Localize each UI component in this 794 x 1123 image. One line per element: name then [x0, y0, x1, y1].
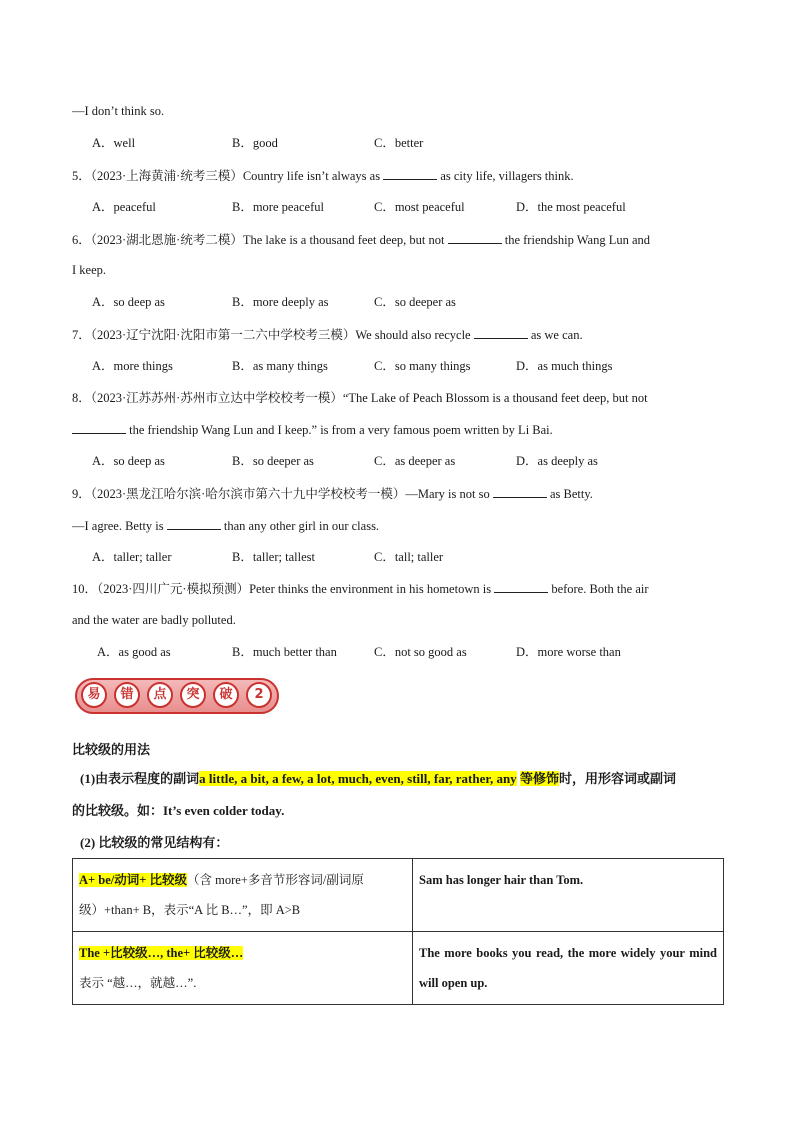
q7-option-a: A．more things	[92, 359, 173, 373]
q7-option-b: B．as many things	[232, 359, 328, 373]
q8-stem: 8．（2023·江苏苏州·苏州市立达中学校校考一模）“The Lake of Peach Blossom is a thousand feet deep, but not	[72, 391, 648, 405]
table-cell-example-2: The more books you read, the more widely your mind will open up.	[413, 932, 724, 1005]
q7-text-start: 7．（2023·辽宁沈阳·沈阳市第一二六中学校考三模）We should also recycle	[72, 328, 471, 342]
badge-char-1: 易	[81, 682, 107, 708]
badge-char-4: 突	[180, 682, 206, 708]
comparison-table	[72, 858, 724, 1005]
q6-blank	[448, 231, 502, 244]
q8-option-a: A．so deep as	[92, 454, 165, 468]
q6-text-end: the friendship Wang Lun and	[504, 233, 651, 247]
rule-1-modify: 等修饰	[519, 771, 559, 786]
badge-char-6: 2	[246, 682, 272, 708]
q10-blank	[494, 580, 548, 593]
q9-option-a: A．taller; taller	[92, 550, 172, 564]
q9-text-start: 9．（2023·黑龙江哈尔滨·哈尔滨市第六十九中学校校考一模）—Mary is not so	[72, 487, 490, 501]
q8-option-b: B．so deeper as	[232, 454, 314, 468]
q6-stem	[72, 231, 650, 248]
rule-1	[80, 771, 676, 787]
table-row	[73, 932, 724, 1005]
cell-line	[79, 938, 406, 968]
badge-char-5: 破	[213, 682, 239, 708]
q8-option-c: C．as deeper as	[374, 454, 456, 468]
q6-option-a: A．so deep as	[92, 295, 165, 309]
section-badge	[75, 676, 281, 716]
structure-2-meaning: 表示 “越…，就越…”.	[79, 976, 197, 990]
q8-blank	[72, 421, 126, 434]
q4-dialogue: —I don’t think so.	[72, 104, 165, 118]
q9-stem	[72, 485, 593, 502]
q5-blank	[383, 167, 437, 180]
q9-blank-2	[167, 517, 221, 530]
q4-option-b: B．good	[232, 136, 278, 150]
q8-text-end: the friendship Wang Lun and I keep.” is from a very famous poem written by Li Bai.	[129, 423, 553, 437]
q5-option-b: B．more peaceful	[232, 200, 324, 214]
q7-text-end: as we can.	[530, 328, 583, 342]
rule-2: (2) 比较级的常见结构有：	[80, 835, 229, 850]
table-row	[73, 859, 724, 932]
q10-stem	[72, 580, 649, 597]
structure-1-pattern: A+ be/动词+ 比较级	[79, 873, 187, 887]
section-title: 比较级的用法	[72, 742, 151, 757]
cell-line	[79, 865, 406, 895]
structure-1-note: （含 more+多音节形容词/副词原	[187, 873, 364, 887]
q9-line2-end: than any other girl in our class.	[223, 519, 380, 533]
q5-text-start: 5．（2023·上海黄浦·统考三模）Country life isn’t always as	[72, 169, 381, 183]
q9-option-c: C．tall; taller	[374, 550, 444, 564]
q6-option-c: C．so deeper as	[374, 295, 456, 309]
q10-text-start: 10．（2023·四川广元·模拟预测）Peter thinks the environment in his hometown is	[72, 582, 492, 596]
q9-blank-1	[493, 485, 547, 498]
table-cell-structure-2	[73, 932, 413, 1005]
q8-stem-line2	[72, 421, 553, 438]
badge-char-2: 错	[114, 682, 140, 708]
q7-option-c: C．so many things	[374, 359, 471, 373]
q5-stem	[72, 167, 574, 184]
structure-1-meaning: 级）+than+ B，表示“A 比 B…”，即 A>B	[79, 903, 301, 917]
q4-option-c: C．better	[374, 136, 424, 150]
q5-option-d: D．the most peaceful	[516, 200, 626, 214]
q6-option-b: B．more deeply as	[232, 295, 329, 309]
q5-option-a: A．peaceful	[92, 200, 156, 214]
q9-option-b: B．taller; tallest	[232, 550, 315, 564]
q5-text-end: as city life, villagers think.	[440, 169, 574, 183]
q6-stem-line2: I keep.	[72, 263, 107, 277]
structure-2-pattern: The +比较级…, the+ 比较级…	[79, 946, 244, 960]
q7-option-d: D．as much things	[516, 359, 613, 373]
rule-1-adverbs: a little, a bit, a few, a lot, much, even, still, far, rather, any	[199, 771, 517, 786]
rule-1-line2: 的比较级。如：It’s even colder today.	[72, 803, 285, 818]
q9-stem-line2	[72, 517, 379, 534]
q10-option-d: D．more worse than	[516, 645, 621, 659]
q4-option-a: A．well	[92, 136, 136, 150]
table-cell-example-1: Sam has longer hair than Tom.	[413, 859, 724, 932]
badge-char-3: 点	[147, 682, 173, 708]
q6-text-start: 6．（2023·湖北恩施·统考二模）The lake is a thousand feet deep, but not	[72, 233, 445, 247]
q9-line2-start: —I agree. Betty is	[72, 519, 164, 533]
rule-1-start: (1)由表示程度的副词	[80, 771, 200, 786]
q10-text-end: before. Both the air	[551, 582, 649, 596]
q5-option-c: C．most peaceful	[374, 200, 465, 214]
q7-blank	[474, 326, 528, 339]
q10-option-c: C．not so good as	[374, 645, 467, 659]
q10-option-b: B．much better than	[232, 645, 337, 659]
table-cell-structure-1	[73, 859, 413, 932]
q9-text-end: as Betty.	[549, 487, 593, 501]
rule-1-end: 时，用形容词或副词	[558, 771, 676, 786]
q10-stem-line2: and the water are badly polluted.	[72, 613, 236, 627]
q10-option-a: A．as good as	[97, 645, 171, 659]
q7-stem	[72, 326, 583, 343]
q8-option-d: D．as deeply as	[516, 454, 598, 468]
